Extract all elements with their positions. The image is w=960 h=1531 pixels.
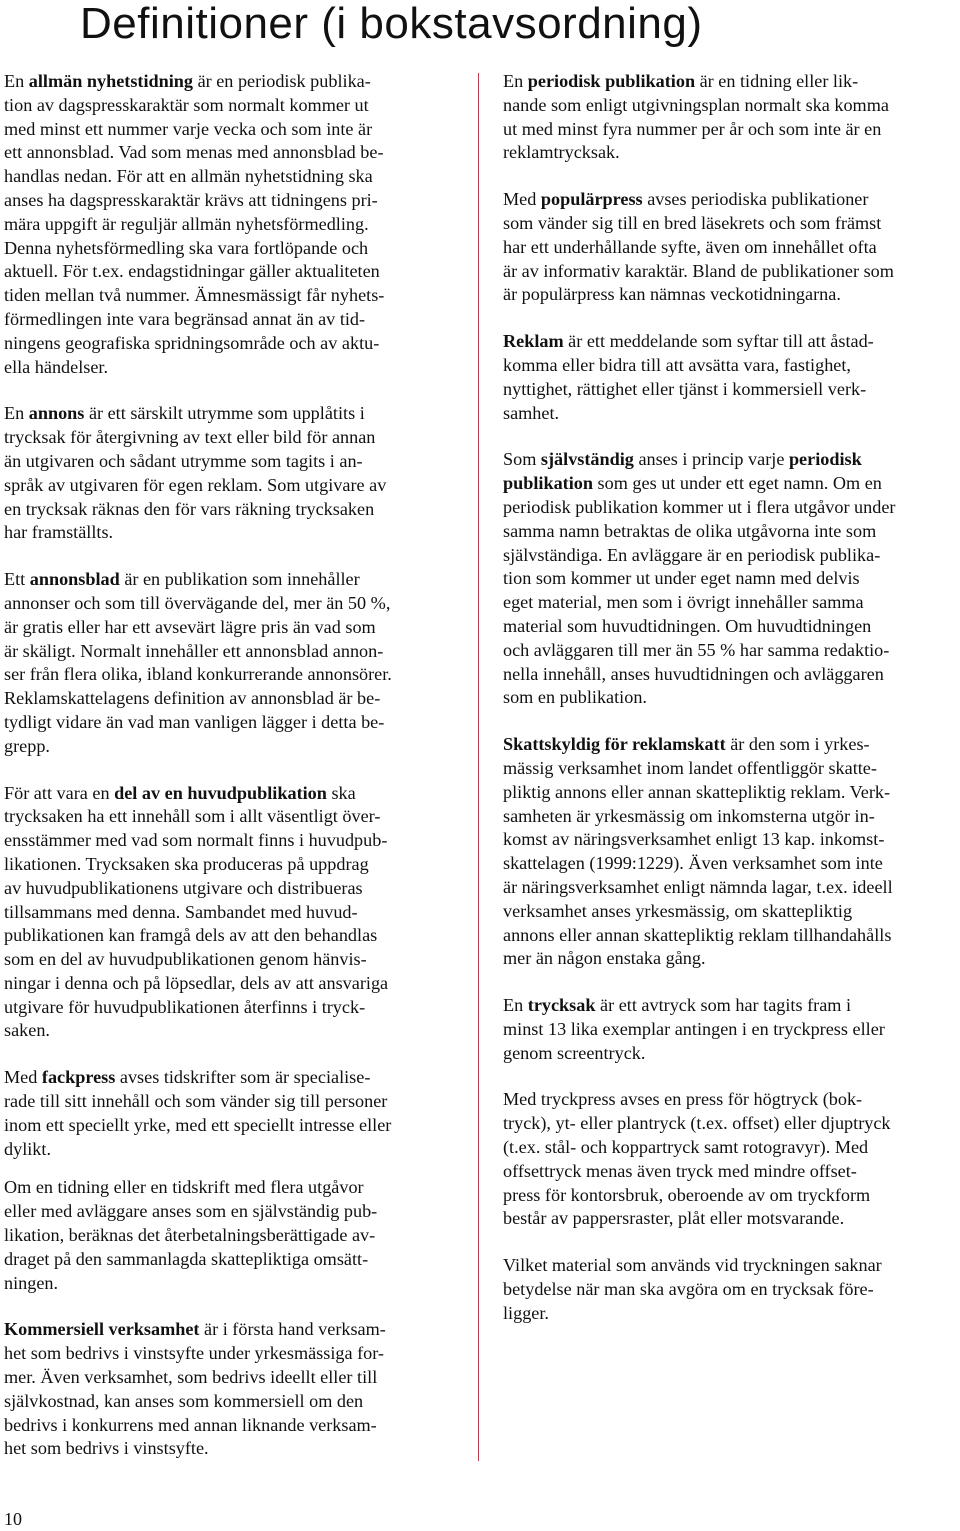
text-line bbox=[4, 94, 458, 118]
body-text: Med bbox=[4, 1067, 42, 1088]
text-line bbox=[503, 733, 958, 757]
body-text: material som huvudtidningen. Om huvudtidningen bbox=[503, 615, 872, 636]
body-text: med minst ett nummer varje vecka och som inte är bbox=[4, 118, 373, 139]
body-text: trycksaken ha ett innehåll som i allt väsentligt över- bbox=[4, 806, 381, 827]
body-text: eller med avläggare anses som en självständig pub- bbox=[4, 1201, 378, 1222]
text-line bbox=[503, 472, 958, 496]
text-line bbox=[503, 378, 958, 402]
defined-term: periodisk publikation bbox=[527, 71, 696, 91]
text-line bbox=[4, 972, 458, 996]
body-text: tydligt vidare än vad man vanligen lägger i detta be- bbox=[4, 711, 385, 732]
text-line bbox=[503, 567, 958, 591]
body-text: tillsammans med denna. Sambandet med huvud- bbox=[4, 901, 358, 922]
body-text: samma namn betraktas de olika utgåvorna inte som bbox=[503, 520, 877, 541]
body-text: trycksak för återgivning av text eller bild för annan bbox=[4, 427, 376, 448]
body-text: het som bedrivs i vinstsyfte under yrkesmässiga for- bbox=[4, 1343, 384, 1364]
body-text: tiden mellan två nummer. Ämnesmässigt får nyhets- bbox=[4, 285, 385, 306]
text-line bbox=[4, 189, 458, 213]
definition-paragraph bbox=[503, 1088, 958, 1231]
body-text: reklamtrycksak. bbox=[503, 142, 620, 163]
body-text: likationen. Trycksaken ska produceras på uppdrag bbox=[4, 853, 369, 874]
text-line bbox=[4, 853, 458, 877]
body-text: är ett avtryck som har tagits fram i bbox=[595, 995, 852, 1016]
body-text: annonser och som till övervägande del, mer än 50 %, bbox=[4, 592, 391, 613]
text-line bbox=[503, 1112, 958, 1136]
body-text: (t.ex. stål- och koppartryck samt rotogravyr). Med bbox=[503, 1137, 869, 1158]
body-text: ser från flera olika, ibland konkurrerande annonsörer. bbox=[4, 664, 392, 685]
body-text: En bbox=[503, 71, 528, 91]
body-text: rade till sitt innehåll och som vänder sig till personer bbox=[4, 1091, 388, 1112]
body-text: är en periodisk publika- bbox=[193, 71, 371, 91]
text-line bbox=[503, 354, 958, 378]
text-line bbox=[503, 1088, 958, 1112]
body-text: som en del av huvudpublikationen genom hänvis- bbox=[4, 949, 367, 970]
body-text: likation, beräknas det återbetalningsberättigade av- bbox=[4, 1225, 376, 1246]
page-number: 10 bbox=[4, 1509, 22, 1529]
body-text: tion som kommer ut under eget namn med delvis bbox=[503, 568, 860, 589]
text-line bbox=[503, 520, 958, 544]
text-line bbox=[4, 260, 458, 284]
body-text: komst av näringsverksamhet enligt 13 kap. inkomst- bbox=[503, 829, 885, 850]
body-text: mer än någon enstaka gång. bbox=[503, 948, 706, 969]
defined-term: annonsblad bbox=[29, 569, 120, 590]
text-line bbox=[4, 308, 458, 332]
body-text: mässig verksamhet inom landet offentliggör skatte- bbox=[503, 757, 877, 778]
text-line bbox=[4, 901, 458, 925]
text-line bbox=[503, 402, 958, 426]
text-line bbox=[4, 616, 458, 640]
text-line bbox=[4, 1019, 458, 1043]
body-text: anses ha dagspresskaraktär krävs att tidningens pri- bbox=[4, 189, 378, 210]
definition-paragraph bbox=[4, 1176, 458, 1295]
definition-paragraph bbox=[503, 1254, 958, 1325]
text-line bbox=[4, 213, 458, 237]
text-line bbox=[503, 1207, 958, 1231]
text-line bbox=[503, 615, 958, 639]
body-text: För att vara en bbox=[4, 782, 115, 803]
text-line bbox=[503, 852, 958, 876]
text-line bbox=[503, 781, 958, 805]
text-line bbox=[503, 70, 958, 94]
body-text: saken. bbox=[4, 1020, 50, 1041]
body-text: Med bbox=[503, 189, 541, 210]
defined-term: periodisk bbox=[788, 449, 862, 470]
text-line bbox=[503, 212, 958, 236]
text-line bbox=[503, 260, 958, 284]
body-text: samhet. bbox=[503, 402, 560, 423]
body-text: är skäligt. Normalt innehåller ett annonsblad annon- bbox=[4, 640, 384, 661]
body-text: är den som i yrkes- bbox=[725, 734, 870, 755]
text-line bbox=[4, 118, 458, 142]
definition-paragraph bbox=[503, 70, 958, 165]
body-text: är ett meddelande som syftar till att åstad- bbox=[563, 331, 874, 352]
body-text: offsettryck menas även tryck med mindre offset- bbox=[503, 1160, 857, 1181]
text-line bbox=[4, 498, 458, 522]
body-text: press för kontorsbruk, oberoende av om tryckform bbox=[503, 1184, 871, 1205]
text-line bbox=[4, 141, 458, 165]
text-line bbox=[4, 735, 458, 759]
definition-paragraph bbox=[503, 448, 958, 710]
text-line bbox=[4, 284, 458, 308]
body-text: ningens geografiska spridningsområde och av aktu- bbox=[4, 332, 380, 353]
body-text: är av informativ karaktär. Bland de publikationer som bbox=[503, 260, 894, 281]
text-line bbox=[4, 1248, 458, 1272]
text-line bbox=[503, 236, 958, 260]
body-text: het som bedrivs i vinstsyfte. bbox=[4, 1438, 209, 1459]
text-line bbox=[503, 1160, 958, 1184]
text-line bbox=[503, 94, 958, 118]
text-line bbox=[4, 1318, 458, 1342]
text-line bbox=[503, 591, 958, 615]
text-line bbox=[4, 474, 458, 498]
text-line bbox=[4, 1224, 458, 1248]
body-text: en trycksak räknas den för vars räkning trycksaken bbox=[4, 498, 375, 519]
defined-term: Skattskyldig för reklamskatt bbox=[503, 734, 726, 755]
definition-paragraph bbox=[503, 733, 958, 971]
text-line bbox=[4, 948, 458, 972]
definition-paragraph bbox=[4, 782, 458, 1044]
body-text: tryck), yt- eller plantryck (t.ex. offset) eller djuptryck bbox=[503, 1113, 891, 1134]
text-line bbox=[4, 782, 458, 806]
text-line bbox=[503, 1042, 958, 1066]
text-line bbox=[4, 426, 458, 450]
text-line bbox=[4, 1342, 458, 1366]
body-text: ska bbox=[326, 782, 356, 803]
text-line bbox=[4, 356, 458, 380]
text-line bbox=[4, 640, 458, 664]
definition-paragraph bbox=[4, 70, 458, 379]
definition-paragraph bbox=[4, 402, 458, 545]
body-text: aktuell. För t.ex. endagstidningar gäller aktualiteten bbox=[4, 261, 380, 282]
definition-paragraph bbox=[4, 1318, 458, 1461]
text-line bbox=[503, 947, 958, 971]
text-line bbox=[4, 1390, 458, 1414]
body-text: Reklamskattelagens definition av annonsblad är be- bbox=[4, 688, 381, 709]
body-text: publikationen kan framgå dels av att den behandlas bbox=[4, 925, 378, 946]
text-line bbox=[503, 118, 958, 142]
text-line bbox=[4, 711, 458, 735]
defined-term: annons bbox=[28, 403, 85, 424]
body-text: är en publikation som innehåller bbox=[119, 569, 360, 590]
body-text: är ett särskilt utrymme som upplåtits i bbox=[84, 403, 365, 424]
body-text: Vilket material som används vid tryckningen saknar bbox=[503, 1255, 882, 1276]
text-line bbox=[4, 663, 458, 687]
defined-term: allmän nyhetstidning bbox=[28, 71, 194, 91]
body-text: självkostnad, kan anses som kommersiell om den bbox=[4, 1390, 364, 1411]
body-text: inom ett speciellt yrke, med ett speciellt intresse eller bbox=[4, 1114, 392, 1135]
body-text: En bbox=[4, 71, 29, 91]
body-text: nande som enligt utgivningsplan normalt ska komma bbox=[503, 94, 889, 115]
body-text: är i första hand verksam- bbox=[199, 1319, 386, 1340]
text-line bbox=[503, 1184, 958, 1208]
text-line bbox=[4, 924, 458, 948]
body-text: är en tidning eller lik- bbox=[695, 71, 859, 91]
text-line bbox=[503, 141, 958, 165]
body-text: dylikt. bbox=[4, 1138, 51, 1159]
text-line bbox=[4, 1414, 458, 1438]
body-text: handlas nedan. För att en allmän nyhetstidning ska bbox=[4, 166, 373, 187]
body-text: är populärpress kan nämnas veckotidningarna. bbox=[503, 284, 841, 305]
body-text: och avläggaren till mer än 55 % har samma redaktio- bbox=[503, 639, 890, 660]
text-line bbox=[503, 448, 958, 472]
defined-term: självständig bbox=[540, 449, 634, 470]
text-line bbox=[503, 1302, 958, 1326]
body-text: annons eller annan skattepliktig reklam tillhandahålls bbox=[503, 924, 892, 945]
body-text: som ges ut under ett eget namn. Om en bbox=[592, 473, 882, 494]
page-title: Definitioner (i bokstavsordning) bbox=[80, 0, 703, 48]
text-line bbox=[503, 663, 958, 687]
body-text: förmedlingen inte vara begränsad annat än av tid- bbox=[4, 308, 366, 329]
body-text: grepp. bbox=[4, 735, 50, 756]
definition-paragraph bbox=[503, 188, 958, 307]
defined-term: del av en huvudpublikation bbox=[114, 782, 327, 803]
text-line bbox=[4, 829, 458, 853]
definition-paragraph bbox=[4, 1066, 458, 1161]
body-text: betydelse när man ska avgöra om en trycksak före- bbox=[503, 1279, 874, 1300]
body-text: ningar i denna och på löpsedlar, dels av att ansvariga bbox=[4, 972, 389, 993]
text-line bbox=[4, 568, 458, 592]
text-line bbox=[503, 330, 958, 354]
body-text: Om en tidning eller en tidskrift med flera utgåvor bbox=[4, 1177, 364, 1198]
body-text: bedrivs i konkurrens med annan liknande verksam- bbox=[4, 1414, 377, 1435]
text-line bbox=[503, 924, 958, 948]
text-line bbox=[4, 1272, 458, 1296]
body-text: av huvudpublikationens utgivare och distribueras bbox=[4, 877, 363, 898]
body-text: är näringsverksamhet enligt nämnda lagar, t.ex. ideell bbox=[503, 876, 893, 897]
body-text: är gratis eller har ett avsevärt lägre pris än vad som bbox=[4, 616, 376, 637]
text-line bbox=[4, 450, 458, 474]
text-line bbox=[4, 70, 458, 94]
text-line bbox=[503, 1136, 958, 1160]
body-text: avses periodiska publikationer bbox=[642, 189, 869, 210]
text-line bbox=[4, 1066, 458, 1090]
text-line bbox=[4, 165, 458, 189]
body-text: Denna nyhetsförmedling ska vara fortlöpande och bbox=[4, 237, 369, 258]
defined-term: Kommersiell verksamhet bbox=[4, 1319, 200, 1340]
text-line bbox=[503, 876, 958, 900]
text-line bbox=[4, 1437, 458, 1461]
body-text: periodisk publikation kommer ut i flera utgåvor under bbox=[503, 496, 896, 517]
text-line bbox=[503, 805, 958, 829]
body-text: nella innehåll, anses huvudtidningen och avläggaren bbox=[503, 663, 884, 684]
column-divider bbox=[478, 73, 479, 1461]
body-text: samheten är yrkesmässig om inkomsterna utgör in- bbox=[503, 805, 875, 826]
right-column bbox=[503, 70, 958, 1349]
body-text: ningen. bbox=[4, 1272, 59, 1293]
body-text: ensstämmer med vad som normalt finns i huvudpub- bbox=[4, 830, 388, 851]
text-line bbox=[503, 544, 958, 568]
text-line bbox=[503, 828, 958, 852]
body-text: draget på den sammanlagda skattepliktiga omsätt- bbox=[4, 1248, 369, 1269]
definition-paragraph bbox=[503, 330, 958, 425]
text-line bbox=[503, 639, 958, 663]
body-text: ut med minst fyra nummer per år och som inte är en bbox=[503, 118, 882, 139]
body-text: anses i princip varje bbox=[633, 449, 789, 470]
body-text: som en publikation. bbox=[503, 687, 647, 708]
text-line bbox=[4, 996, 458, 1020]
text-line bbox=[4, 1366, 458, 1390]
text-line bbox=[503, 900, 958, 924]
body-text: skattelagen (1999:1229). Även verksamhet som inte bbox=[503, 853, 883, 874]
body-text: verksamhet anses yrkesmässig, om skattepliktig bbox=[503, 900, 853, 921]
text-line bbox=[4, 237, 458, 261]
body-text: som vänder sig till en bred läsekrets och som främst bbox=[503, 212, 882, 233]
text-line bbox=[503, 496, 958, 520]
text-line bbox=[4, 805, 458, 829]
body-text: komma eller bidra till att avsätta vara, fastighet, bbox=[503, 354, 851, 375]
text-line bbox=[4, 521, 458, 545]
body-text: Som bbox=[503, 449, 541, 470]
body-text: mära uppgift är reguljär allmän nyhetsförmedling. bbox=[4, 213, 369, 234]
text-line bbox=[4, 1200, 458, 1224]
text-line bbox=[4, 687, 458, 711]
text-line bbox=[503, 1254, 958, 1278]
body-text: nyttighet, rättighet eller tjänst i kommersiell verk- bbox=[503, 378, 867, 399]
body-text: mer. Även verksamhet, som bedrivs ideellt eller till bbox=[4, 1367, 378, 1388]
body-text: består av pappersraster, plåt eller motsvarande. bbox=[503, 1208, 845, 1229]
body-text: språk av utgivaren för egen reklam. Som utgivare av bbox=[4, 474, 387, 495]
defined-term: fackpress bbox=[41, 1067, 116, 1088]
body-text: En bbox=[4, 403, 29, 424]
text-line bbox=[503, 283, 958, 307]
body-text: tion av dagspresskaraktär som normalt kommer ut bbox=[4, 94, 369, 115]
body-text: avses tidskrifter som är specialise- bbox=[115, 1067, 371, 1088]
text-line bbox=[4, 877, 458, 901]
text-line bbox=[4, 402, 458, 426]
defined-term: Reklam bbox=[503, 331, 564, 352]
text-line bbox=[4, 1114, 458, 1138]
text-line bbox=[503, 686, 958, 710]
body-text: ella händelser. bbox=[4, 356, 109, 377]
body-text: utgivare för huvudpublikationen återfinns i tryck- bbox=[4, 996, 366, 1017]
text-line bbox=[4, 1138, 458, 1162]
body-text: har ett underhållande syfte, även om innehållet ofta bbox=[503, 236, 877, 257]
body-text: ett annonsblad. Vad som menas med annonsblad be- bbox=[4, 142, 384, 163]
definition-paragraph bbox=[4, 568, 458, 758]
defined-term: trycksak bbox=[527, 995, 596, 1016]
body-text: har framställts. bbox=[4, 522, 114, 543]
text-line bbox=[503, 994, 958, 1018]
body-text: pliktig annons eller annan skattepliktig reklam. Verk- bbox=[503, 781, 891, 802]
body-text: minst 13 lika exemplar antingen i en tryckpress eller bbox=[503, 1018, 885, 1039]
text-line bbox=[503, 1278, 958, 1302]
text-line bbox=[503, 1018, 958, 1042]
defined-term: publikation bbox=[503, 473, 593, 494]
text-line bbox=[4, 1176, 458, 1200]
body-text: Med tryckpress avses en press för högtryck (bok- bbox=[503, 1089, 863, 1110]
body-text: självständiga. En avläggare är en periodisk publika- bbox=[503, 544, 881, 565]
body-text: Ett bbox=[4, 569, 30, 590]
text-line bbox=[503, 188, 958, 212]
body-text: ligger. bbox=[503, 1302, 549, 1323]
body-text: än utgivaren och sådant utrymme som tagits i an- bbox=[4, 450, 363, 471]
text-line bbox=[503, 757, 958, 781]
body-text: En bbox=[503, 995, 528, 1016]
definition-paragraph bbox=[503, 994, 958, 1065]
defined-term: populärpress bbox=[540, 189, 643, 210]
text-line bbox=[4, 592, 458, 616]
body-text: eget material, men som i övrigt innehåller samma bbox=[503, 592, 864, 613]
text-line bbox=[4, 1090, 458, 1114]
body-text: genom screentryck. bbox=[503, 1042, 646, 1063]
left-column bbox=[4, 70, 458, 1484]
text-line bbox=[4, 332, 458, 356]
